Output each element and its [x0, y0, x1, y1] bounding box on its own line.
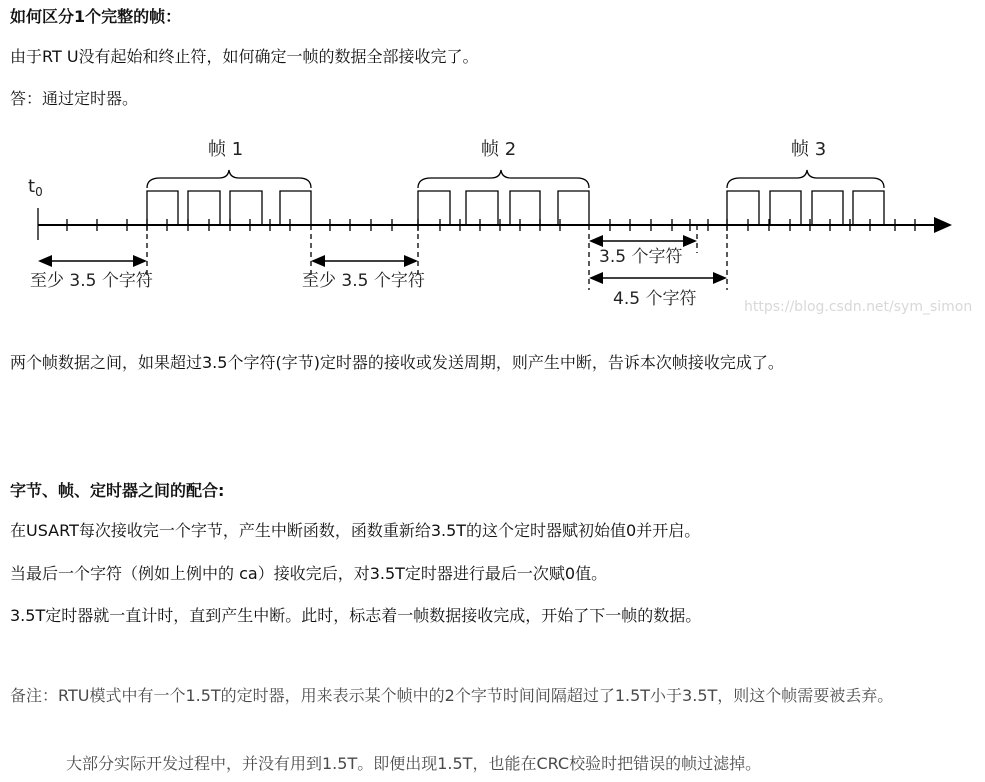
frame-3-pulses — [727, 191, 884, 225]
paragraph-question: 由于RT U没有起始和终止符，如何确定一帧的数据全部接收完了。 — [10, 47, 479, 66]
gap-2-label: 至少 3.5 个字符 — [302, 271, 425, 291]
frame-2-pulses — [418, 191, 589, 225]
gap-3a-label: 3.5 个字符 — [599, 247, 683, 267]
paragraph-answer: 答：通过定时器。 — [10, 89, 139, 108]
frame-timing-diagram — [0, 128, 985, 318]
note-1-5t-timer: 备注：RTU模式中有一个1.5T的定时器，用来表示某个帧中的2个字节时间间隔超过了1.5T小于3.5T，则这个帧需要被丢弃。 — [10, 686, 894, 705]
paragraph-usart: 在USART每次接收完一个字节，产生中断函数，函数重新给3.5T的这个定时器赋初始值0并开启。 — [10, 521, 701, 540]
section-heading-timer: 字节、帧、定时器之间的配合: — [10, 481, 225, 500]
watermark: https://blog.csdn.net/sym_simon — [744, 299, 973, 315]
section-heading-frame: 如何区分1个完整的帧： — [10, 7, 182, 26]
paragraph-timer-interrupt: 3.5T定时器就一直计时，直到产生中断。此时，标志着一帧数据接收完成，开始了下一帧的数据。 — [10, 606, 702, 625]
note-practical: 大部分实际开发过程中，并没有用到1.5T。即便出现1.5T，也能在CRC校验时把错误的帧过滤掉。 — [66, 754, 762, 773]
frame-1-label: 帧 1 — [208, 139, 244, 160]
frame-1-pulses — [147, 191, 311, 225]
paragraph-last-char: 当最后一个字符（例如上例中的 ca）接收完后，对3.5T定时器进行最后一次赋0值。 — [10, 564, 608, 583]
time-axis-arrow — [934, 217, 952, 233]
paragraph-gap-rule: 两个帧数据之间，如果超过3.5个字符(字节)定时器的接收或发送周期，则产生中断，告诉本次帧接收完成了。 — [10, 353, 784, 372]
gap-3b-label: 4.5 个字符 — [613, 289, 697, 309]
frame-3-brace — [727, 170, 884, 188]
frame-2-brace — [418, 170, 589, 188]
gap-1-label: 至少 3.5 个字符 — [30, 271, 153, 291]
t0-label: $t_0$ — [28, 176, 43, 199]
frame-1-brace — [147, 170, 311, 188]
frame-3-label: 帧 3 — [791, 139, 827, 160]
frame-2-label: 帧 2 — [481, 139, 517, 160]
